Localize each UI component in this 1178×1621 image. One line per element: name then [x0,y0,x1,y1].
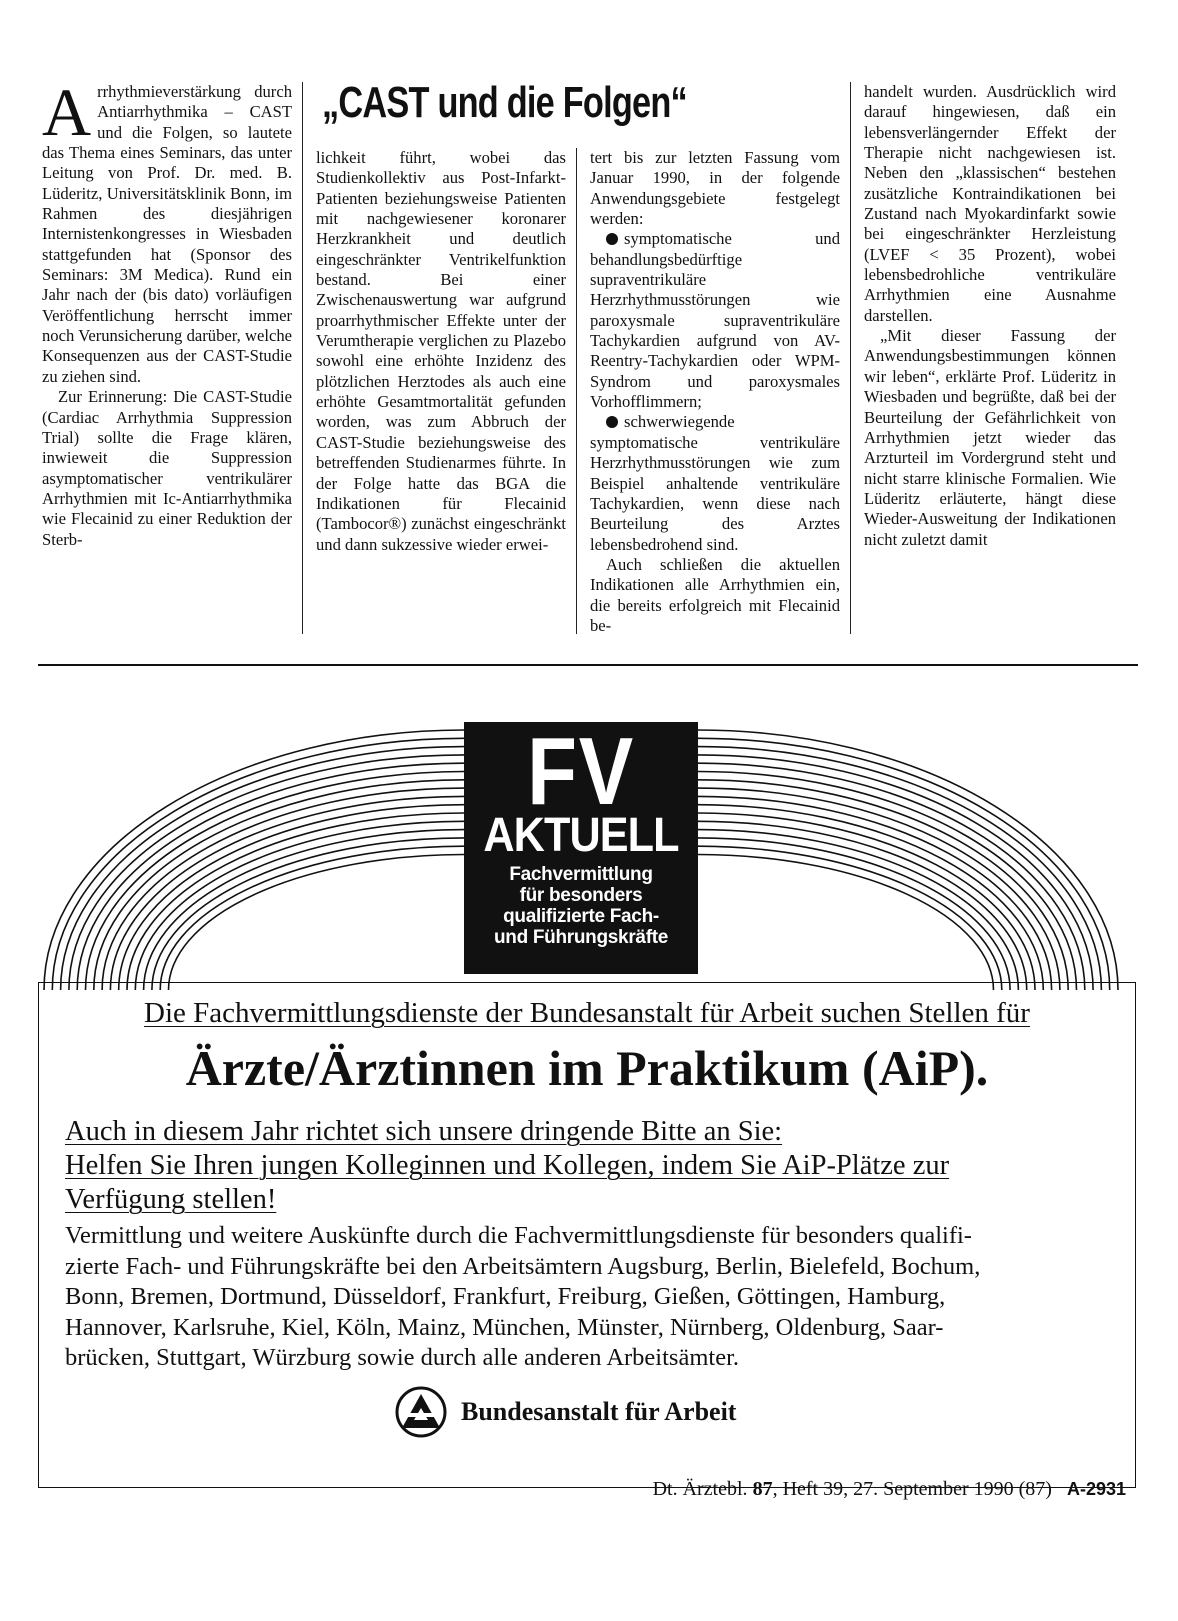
logo-subtitle: AKTUELL [483,809,679,862]
paragraph: „Mit dieser Fassung der Anwendungsbestimmungen können wir leben“, erklärte Prof. Lüderitz in Wiesbaden und begrüßte, daß bei der Beurteilung der Gefährlichkeit von Arrhythmien jetzt wieder das Arzturteil im Vordergrund steht und nicht starre klinische Formalien. Wie Lüderitz erläuterte, hängt diese Wieder-Ausweitung der Indikationen nicht zuletzt damit [864,326,1116,549]
article-headline: „CAST und die Folgen“ [322,78,687,127]
stripe-arc [110,796,464,990]
bullet-icon [606,233,618,245]
logo-tagline-line: Fachvermittlung [509,864,653,885]
bullet-icon [606,416,618,428]
paragraph: tert bis zur letzten Fassung vom Januar 1990, in der folgende Anwendungsgebiete festgelegt werden: [590,148,840,229]
body-line: Vermittlung und weitere Auskünfte durch die Fachvermittlungsdienste für besonders qualifi- [65,1222,972,1249]
appeal-line: Verfügung stellen! [65,1184,277,1215]
stripe-arc [698,788,1060,990]
journal-name: Dt. Ärztebl. [652,1478,748,1500]
stripe-arc [698,855,994,991]
column-divider [850,82,851,634]
stripe-arc [52,738,464,990]
stripe-arc [698,763,1085,990]
paragraph: rrhythmieverstärkung durch Antiarrhythmika – CAST und die Folgen, so lautete das Thema eines Seminars, das unter Leitung von Prof. Dr. med. B. Lüderitz, Universitätsklinik Bonn, im Rahmen des diesjährigen Internistenkongresses in Wiesbaden stattgefunden hat (Sponsor des Seminars: 3M Medica). Rund ein Jahr nach der (bis dato) vorläufigen Veröffentlichung herrscht immer noch Verunsicherung darüber, welche Konsequenzen aus der CAST-Studie zu ziehen sind. [42,82,292,386]
logo-tagline-line: qualifizierte Fach- [503,906,659,927]
list-item: symptomatische und behandlungsbedürftige supraventrikuläre Herzrhythmusstörungen wie paroxysmale supraventrikuläre Tachykardien aufgrund von AV-Reentry-Tachykardien oder WPM-Syndrom und paroxysmales Vorhofflimmern; [590,229,840,412]
stripe-arc [169,855,465,991]
sender-name: Bundesanstalt für Arbeit [461,1397,737,1426]
stripe-arc [102,788,464,990]
stripe-arc [152,838,464,990]
journal-issue: , Heft 39, 27. September 1990 (87) [772,1478,1052,1500]
paragraph: lichkeit führt, wobei das Studienkollektiv aus Post-Infarkt-Patienten beziehungsweise Patienten mit nachgewiesener koronarer Herzkrankheit und deutlich eingeschränkter Ventrikelfunktion bestand. Bei einer Zwischenauswertung war aufgrund proarrhythmischer Effekte unter der Verumtherapie verglichen zu Plazebo sowohl eine erhöhte Inzidenz des plötzlichen Herztodes als auch eine erhöhte Gesamtmortalität gefunden worden, was zum Abbruch der CAST-Studie beziehungsweise des betreffenden Studienarmes führte. In der Folge hatte das BGA die Indikationen für Flecainid (Tambocor®) zunächst eingeschränkt und dann sukzessive wieder erwei- [316,148,566,554]
stripe-arc [698,796,1052,990]
column-divider [576,148,577,634]
logo-title: FV [527,718,635,825]
ad-frame [38,982,1136,1488]
stripe-arc [698,838,1010,990]
article-column-3 [590,148,840,636]
appeal-line: Auch in diesem Jahr richtet sich unsere dringende Bitte an Sie: [65,1116,783,1147]
fv-aktuell-logo [464,718,698,974]
drop-cap: A [42,74,92,150]
paragraph: handelt wurden. Ausdrücklich wird darauf hingewiesen, daß ein lebensverlängernder Effekt der Therapie nicht nachgewiesen ist. Neben den „klassischen“ bestehen zusätzliche Kontraindikationen bei Zustand nach Myokardinfarkt sowie bei eingeschränkter Herzleistung (LVEF < 35 Prozent), wobei lebensbedrohliche ventrikuläre Arrhythmien eine Ausnahme darstellen. [864,82,1116,325]
ad-body [65,1221,980,1374]
journal-volume: 87 [752,1478,773,1500]
ad-intro: Die Fachvermittlungsdienste der Bundesanstalt für Arbeit suchen Stellen für [144,997,1030,1029]
article-column-4 [864,82,1116,550]
paragraph: Auch schließen die aktuellen Indikationen alle Arrhythmien ein, die bereits erfolgreich mit Flecainid be- [590,554,840,635]
column-divider [302,82,303,634]
ad-appeal [65,1115,949,1217]
stripe-arc [698,821,1027,990]
body-line: zierte Fach- und Führungskräfte bei den Arbeitsämtern Augsburg, Berlin, Bielefeld, Bochum, [65,1252,981,1280]
logo-tagline [464,864,698,948]
body-line: Bonn, Bremen, Dortmund, Düsseldorf, Frankfurt, Freiburg, Gießen, Göttingen, Hamburg, [65,1283,946,1310]
sender-block [395,1385,736,1439]
body-line: brücken, Stuttgart, Würzburg sowie durch alle anderen Arbeitsämter. [65,1344,740,1371]
stripe-arc [698,738,1110,990]
article-column-2 [316,148,566,555]
bundesanstalt-logo-icon [395,1386,447,1438]
logo-tagline-line: für besonders [519,885,643,906]
article-column-1 [42,74,292,550]
stripe-arc [77,763,464,990]
ad-headline: Ärzte/Ärztinnen im Praktikum (AiP). [185,1040,989,1096]
stripe-arc [144,830,464,990]
appeal-line: Helfen Sie Ihren jungen Kolleginnen und Kollegen, indem Sie AiP-Plätze zur [65,1150,950,1181]
page-number: A-2931 [1066,1479,1126,1499]
section-divider [38,664,1138,666]
logo-tagline-line: und Führungskräfte [493,927,669,948]
body-line: Hannover, Karlsruhe, Kiel, Köln, Mainz, München, Münster, Nürnberg, Oldenburg, Saar- [65,1313,944,1341]
page-footer [653,1478,1126,1501]
paragraph: Zur Erinnerung: Die CAST-Studie (Cardiac Arrhythmia Suppression Trial) sollte die Frage klären, inwieweit die Suppression asymptomatischer ventrikulärer Arrhythmien mit Ic-Antiarrhythmika wie Flecainid zu einer Reduktion der Sterb- [42,387,292,549]
stripe-arc [135,821,464,990]
stripe-arc [698,830,1018,990]
list-item: schwerwiegende symptomatische ventrikuläre Herzrhythmusstörungen wie zum Beispiel anhaltende ventrikuläre Tachykardien, wenn diese nach Beurteilung des Arztes lebensbedrohend sind. [590,412,840,554]
